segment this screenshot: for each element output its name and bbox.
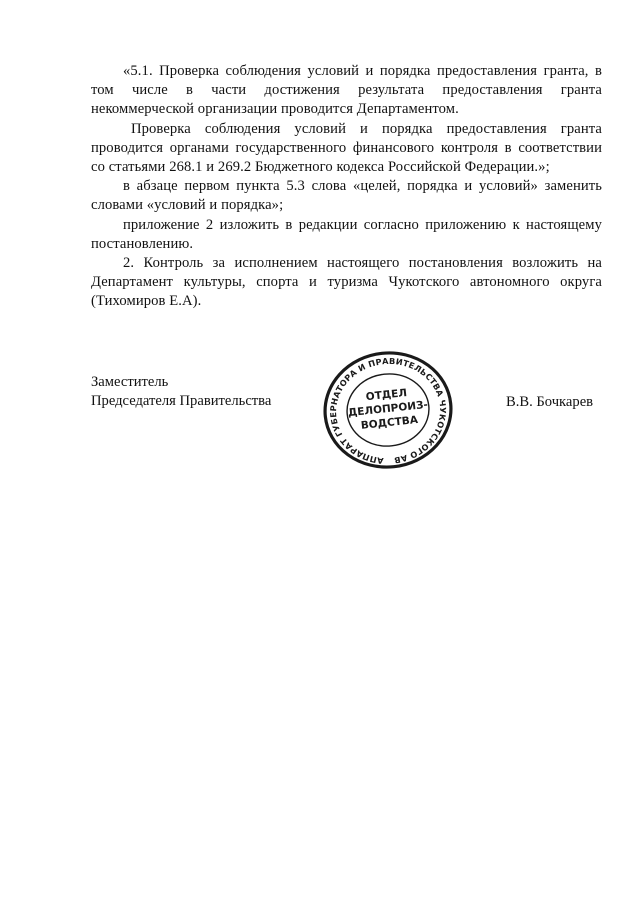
document-body [91,62,602,312]
signatory-name: В.В. Бочкарев [506,394,594,410]
paragraph-5-3-amendment: в абзаце первом пункта 5.3 слова «целей, порядка и условий» заменить словами «условий и порядка»; [91,178,602,214]
paragraph-appendix-2: приложение 2 изложить в редакции согласно приложению к настоящему постановлению. [91,216,602,252]
stamp-center-line1: ОТДЕЛ [365,386,408,404]
office-stamp [318,350,458,470]
paragraph-5-1: «5.1. Проверка соблюдения условий и порядка предоставления гранта, в том числе в части достижения результата предоставления гранта некоммерческой организации проводится Департаментом. [91,63,602,118]
stamp-ring-text: АППАРАТ ГУБЕРНАТОРА И ПРАВИТЕЛЬСТВА ЧУКОТСКОГО АВТОНОМНОГО [328,355,449,466]
stamp-center-line3: ВОДСТВА [360,413,419,432]
signatory-title [91,373,271,411]
paragraph-control-check: Проверка соблюдения условий и порядка предоставления гранта проводится органами государственного финансового контроля в соответствии со статьями 268.1 и 269.2 Бюджетного кодекса Российской Федерации.»; [91,120,602,176]
stamp-center-line2: ДЕЛОПРОИЗ- [347,398,429,420]
signatory-title-line2: Председателя Правительства [91,393,272,410]
stamp-seal-icon [318,350,458,470]
paragraph-2-control: 2. Контроль за исполнением настоящего постановления возложить на Департамент культуры, спорта и туризма Чукотского автономного округа (Тихомиров Е.А). [91,255,602,310]
signatory-title-line1: Заместитель [91,374,169,390]
